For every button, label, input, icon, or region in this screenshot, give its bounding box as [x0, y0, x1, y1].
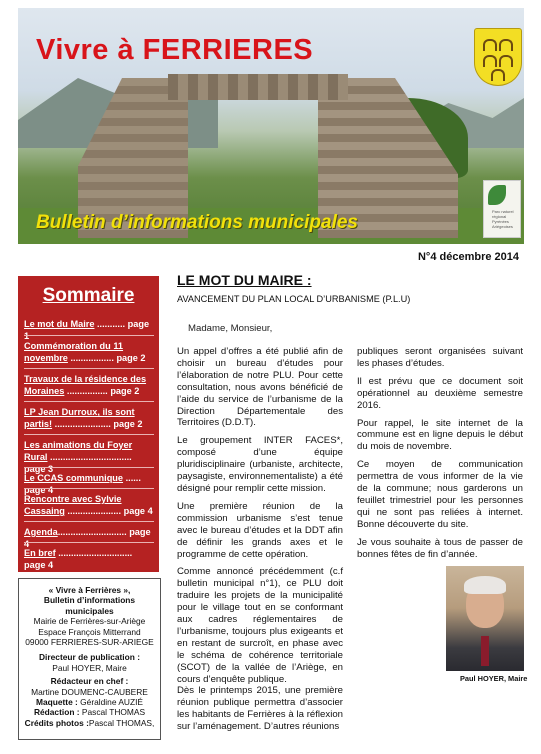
toc-item[interactable]: Commémoration du 11 novembre ................. page 2	[24, 341, 146, 363]
toc-divider	[24, 434, 154, 435]
toc-item[interactable]: Rencontre avec Sylvie Cassaing ..................... page 4	[24, 494, 153, 516]
paragraph: Dès le printemps 2015, une première réunion publique permettra d’associer les habitants de Ferrières à la réflexion sur l’aménagement. D’autres réunions	[177, 685, 343, 733]
parc-logo-text: Parc naturel régional Pyrénées Ariégeoises	[492, 209, 514, 229]
credits-address-2: Espace François Mitterrand	[38, 626, 141, 637]
paragraph: publiques seront organisées suivant les phases d’études.	[357, 346, 523, 369]
coat-of-arms-icon	[474, 28, 522, 86]
article-column-1	[177, 346, 343, 739]
toc-divider	[24, 542, 154, 543]
credits-subtitle: Bulletin d’informations municipales	[43, 595, 136, 616]
mayor-portrait	[446, 566, 524, 671]
toc-divider	[24, 335, 154, 336]
paragraph: Comme annoncé précédemment (c.f bulletin municipal n°1), ce PLU doit traduire les projets de la municipalité pour le village tout en se conformant aux cadres réglementaires de l’urbanisme, toujours plus exigeants et en restant de surcroît, en phase avec le schéma de cohérence territoriale (SCOT) de la vallée de l’Ariège, en cours d’enquête publique.	[177, 566, 343, 685]
article-title: LE MOT DU MAIRE :	[177, 272, 312, 288]
writing-credit: Rédaction : Pascal THOMAS	[33, 707, 146, 718]
chief-editor-label: Rédacteur en chef :	[50, 676, 129, 687]
tie	[481, 636, 489, 666]
toc-item[interactable]: Les animations du Foyer Rural ................................ page 3	[24, 440, 133, 474]
newsletter-subtitle: Bulletin d’informations municipales	[36, 212, 358, 233]
toc-divider	[24, 467, 154, 468]
paragraph: Je vous souhaite à tous de passer de bonnes fêtes de fin d’année.	[357, 536, 523, 560]
toc-item[interactable]: Le mot du Maire ........... page 1	[24, 319, 150, 341]
newsletter-title: Vivre à FERRIERES	[36, 34, 314, 66]
paragraph: Pour rappel, le site internet de la commune est en ligne depuis le début du mois de novembre.	[357, 417, 523, 453]
stone-arch-lintel	[168, 74, 348, 100]
paragraph: Une première réunion de la commission urbanisme s’est tenue avec le bureau d’études et la DDT afin de définir les grands axes et le programme de cette opération.	[177, 500, 343, 560]
toc-divider	[24, 521, 154, 522]
photo-caption: Paul HOYER, Maire	[460, 674, 528, 683]
paragraph: Ce moyen de communication permettra de vous informer de la vie de la commune; nous garderons un feuillet trimestriel pour les personnes qui ne sont pas reliées à internet. Bonne découverte du site.	[357, 459, 523, 530]
credits-address-3: 09000 FERRIERES-SUR-ARIEGE	[25, 637, 154, 648]
table-of-contents	[18, 276, 159, 572]
credits-address-1: Mairie de Ferrières-sur-Ariège	[33, 616, 146, 627]
toc-item[interactable]: Agenda........................... page 4	[24, 527, 151, 549]
paragraph: Un appel d’offres a été publié afin de choisir un bureau d’études pour l’élaboration de notre PLU. Pour cette consultation, nous avons bénéficié de l’aide du service de l’urbanisme de la Direction Départementale des Territoires (D.D.T).	[177, 346, 343, 429]
photo-credit: Crédits photos :Pascal THOMAS,	[24, 717, 155, 728]
toc-item[interactable]: LP Jean Durroux, ils sont partis! ...................... page 2	[24, 407, 143, 429]
layout-credit: Maquette : Géraldine AUZIÉ	[35, 697, 144, 708]
toc-item[interactable]: Travaux de la résidence des Moraines ................ page 2	[24, 374, 147, 396]
toc-divider	[24, 401, 154, 402]
toc-divider	[24, 368, 154, 369]
hair	[464, 576, 506, 594]
publication-director-label: Directeur de publication :	[39, 652, 140, 663]
article-column-2	[357, 346, 523, 567]
credits-box	[18, 578, 161, 740]
leaf-icon	[488, 185, 506, 205]
issue-number: N°4 décembre 2014	[417, 251, 519, 263]
parc-naturel-logo	[483, 180, 521, 238]
salutation: Madame, Monsieur,	[188, 323, 273, 334]
paragraph: Le groupement INTER FACES*, composé d’une équipe pluridisciplinaire (urbaniste, architecte, paysagiste, environnementaliste) a été désigné pour remplir cette mission.	[177, 435, 343, 494]
toc-title: Sommaire	[42, 285, 135, 306]
chief-editor-value: Martine DOUMENC-CAUBERE	[31, 686, 148, 697]
header-photo	[18, 8, 524, 244]
credits-title: « Vivre à Ferrières »,	[48, 585, 131, 595]
article-subtitle: AVANCEMENT DU PLAN LOCAL D’URBANISME (P.L.U)	[177, 294, 411, 304]
paragraph: Il est prévu que ce document soit opérationnel au deuxième semestre 2016.	[357, 375, 523, 411]
toc-divider	[24, 488, 154, 489]
publication-director-value: Paul HOYER, Maire	[52, 662, 127, 673]
toc-item[interactable]: Le CCAS communique ...... page 4	[24, 473, 141, 495]
toc-item[interactable]: En bref ............................. page 4	[24, 548, 133, 570]
